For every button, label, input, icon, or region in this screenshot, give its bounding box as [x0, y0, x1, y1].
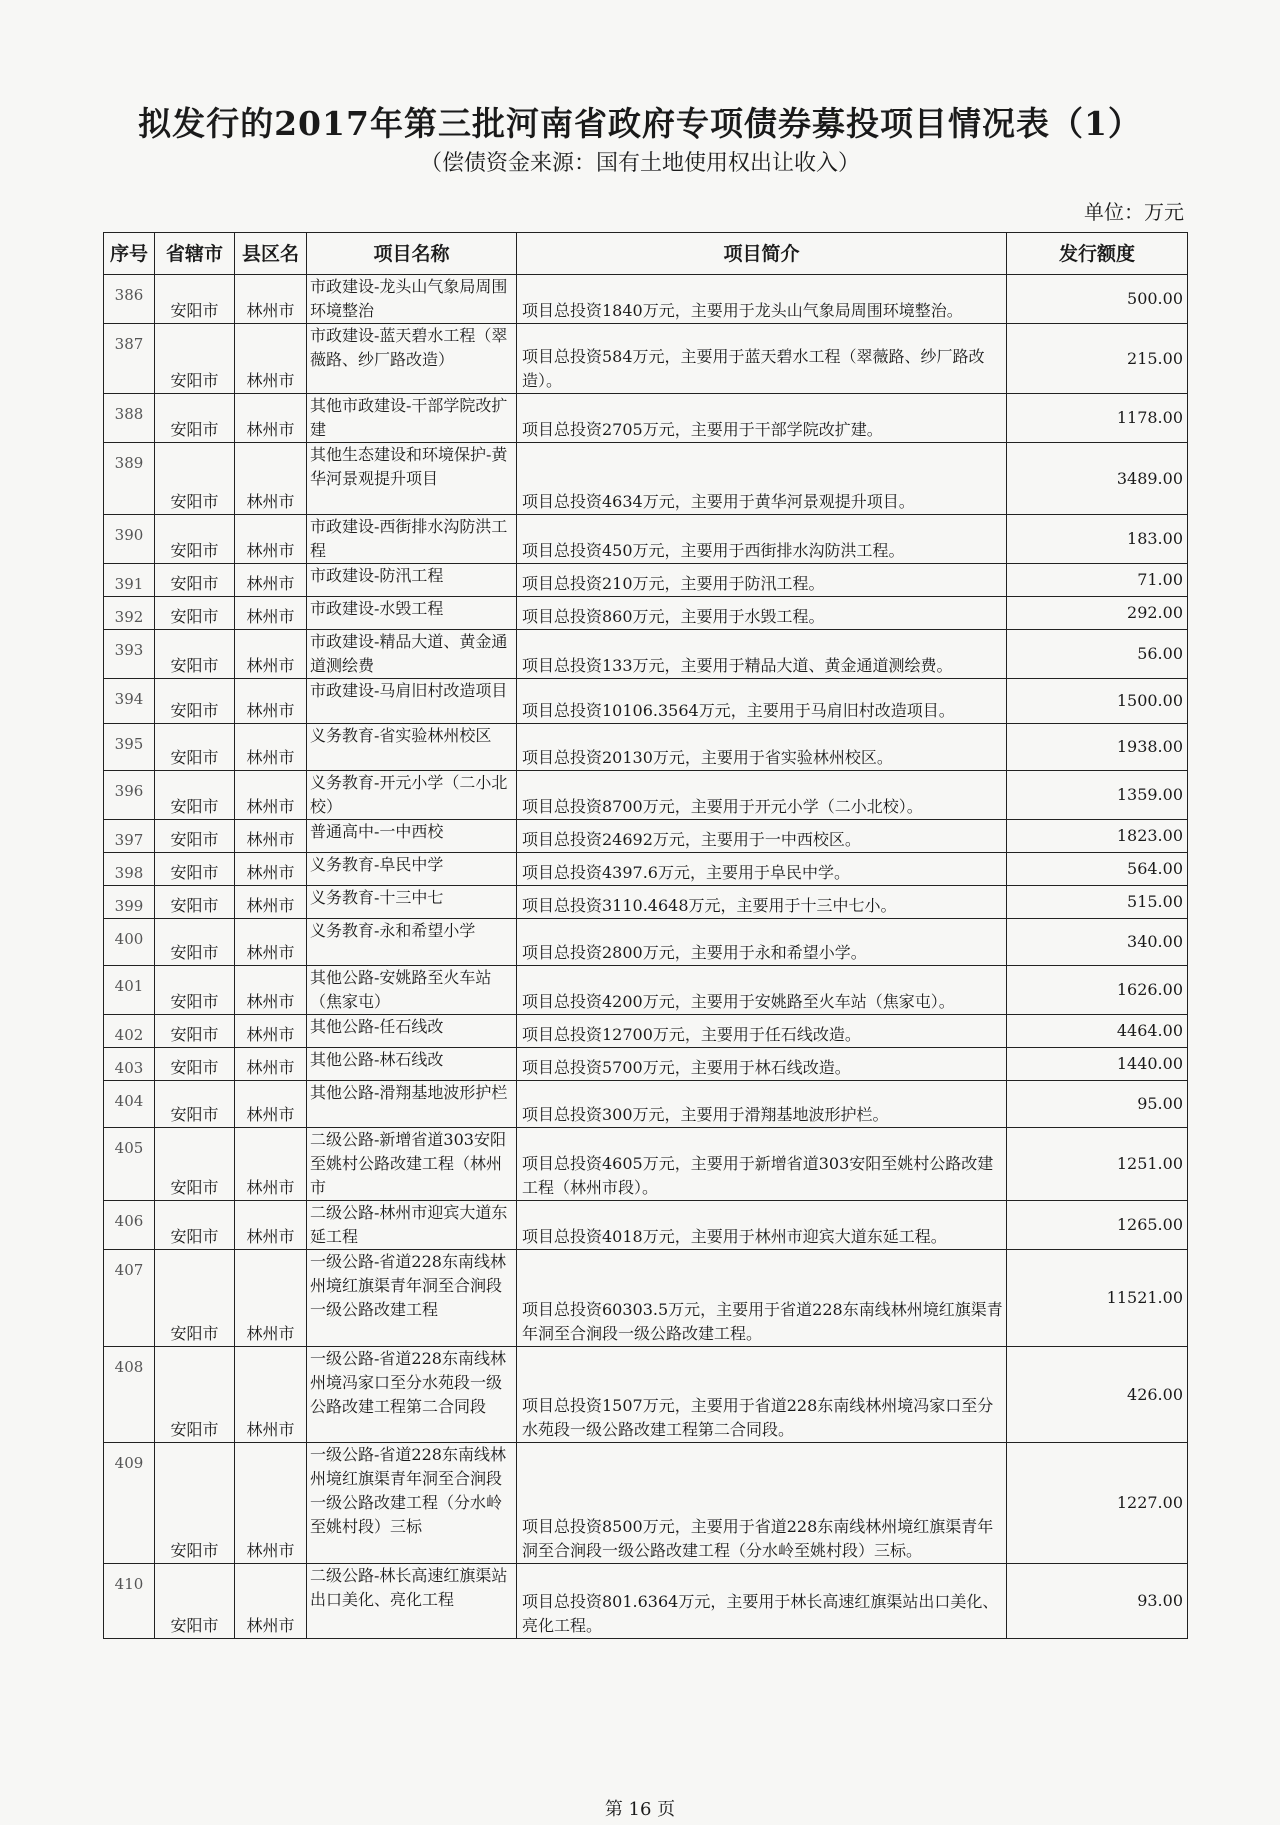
row-project-name: 义务教育-阜民中学 [307, 853, 517, 886]
row-city: 安阳市 [155, 1128, 235, 1201]
row-project-desc: 项目总投资210万元，主要用于防汛工程。 [517, 564, 1007, 597]
row-seq: 392 [104, 597, 155, 630]
table-row [104, 679, 1188, 724]
row-amount: 183.00 [1007, 515, 1188, 564]
row-amount: 95.00 [1007, 1081, 1188, 1128]
row-seq: 387 [104, 324, 155, 394]
row-amount: 515.00 [1007, 886, 1188, 919]
row-amount: 1178.00 [1007, 394, 1188, 443]
table-row [104, 564, 1188, 597]
row-project-name: 二级公路-林州市迎宾大道东延工程 [307, 1201, 517, 1250]
document-subtitle: （偿债资金来源：国有土地使用权出让收入） [419, 151, 860, 176]
row-seq: 389 [104, 443, 155, 515]
row-project-name: 市政建设-防汛工程 [307, 564, 517, 597]
row-project-name: 普通高中-一中西校 [307, 820, 517, 853]
row-seq: 388 [104, 394, 155, 443]
row-project-name: 义务教育-永和希望小学 [307, 919, 517, 966]
row-county: 林州市 [235, 1048, 307, 1081]
row-amount: 1626.00 [1007, 966, 1188, 1015]
row-project-name: 义务教育-省实验林州校区 [307, 724, 517, 771]
row-county: 林州市 [235, 564, 307, 597]
row-project-desc: 项目总投资4634万元，主要用于黄华河景观提升项目。 [517, 443, 1007, 515]
row-seq: 391 [104, 564, 155, 597]
row-city: 安阳市 [155, 1443, 235, 1564]
row-county: 林州市 [235, 515, 307, 564]
table-row [104, 1564, 1188, 1639]
table-row [104, 1443, 1188, 1564]
row-county: 林州市 [235, 1347, 307, 1443]
row-project-desc: 项目总投资24692万元，主要用于一中西校区。 [517, 820, 1007, 853]
row-seq: 390 [104, 515, 155, 564]
row-project-desc: 项目总投资2800万元，主要用于永和希望小学。 [517, 919, 1007, 966]
row-project-name: 其他公路-安姚路至火车站（焦家屯） [307, 966, 517, 1015]
row-county: 林州市 [235, 1443, 307, 1564]
row-county: 林州市 [235, 771, 307, 820]
table-row [104, 1081, 1188, 1128]
row-project-desc: 项目总投资584万元，主要用于蓝天碧水工程（翠薇路、纱厂路改造）。 [517, 324, 1007, 394]
row-project-name: 市政建设-水毁工程 [307, 597, 517, 630]
row-city: 安阳市 [155, 443, 235, 515]
row-project-desc: 项目总投资4605万元，主要用于新增省道303安阳至姚村公路改建工程（林州市段）。 [517, 1128, 1007, 1201]
row-amount: 215.00 [1007, 324, 1188, 394]
row-project-name: 二级公路-林长高速红旗渠站出口美化、亮化工程 [307, 1564, 517, 1639]
row-project-name: 市政建设-西街排水沟防洪工程 [307, 515, 517, 564]
row-amount: 340.00 [1007, 919, 1188, 966]
row-city: 安阳市 [155, 1201, 235, 1250]
row-project-desc: 项目总投资8700万元，主要用于开元小学（二小北校）。 [517, 771, 1007, 820]
table-row [104, 515, 1188, 564]
row-county: 林州市 [235, 1081, 307, 1128]
row-seq: 410 [104, 1564, 155, 1639]
row-project-desc: 项目总投资4018万元，主要用于林州市迎宾大道东延工程。 [517, 1201, 1007, 1250]
document-title: 拟发行的2017年第三批河南省政府专项债券募投项目情况表（1） [138, 104, 1142, 143]
table-row [104, 324, 1188, 394]
row-project-name: 其他公路-滑翔基地波形护栏 [307, 1081, 517, 1128]
row-seq: 406 [104, 1201, 155, 1250]
table-row [104, 724, 1188, 771]
row-county: 林州市 [235, 275, 307, 324]
row-project-desc: 项目总投资12700万元，主要用于任石线改造。 [517, 1015, 1007, 1048]
row-county: 林州市 [235, 597, 307, 630]
row-amount: 564.00 [1007, 853, 1188, 886]
row-city: 安阳市 [155, 630, 235, 679]
row-project-name: 市政建设-马肩旧村改造项目 [307, 679, 517, 724]
row-project-desc: 项目总投资20130万元，主要用于省实验林州校区。 [517, 724, 1007, 771]
row-city: 安阳市 [155, 771, 235, 820]
row-city: 安阳市 [155, 820, 235, 853]
row-project-desc: 项目总投资2705万元，主要用于干部学院改扩建。 [517, 394, 1007, 443]
row-amount: 292.00 [1007, 597, 1188, 630]
row-project-desc: 项目总投资300万元，主要用于滑翔基地波形护栏。 [517, 1081, 1007, 1128]
row-city: 安阳市 [155, 275, 235, 324]
row-project-name: 市政建设-精品大道、黄金通道测绘费 [307, 630, 517, 679]
row-city: 安阳市 [155, 919, 235, 966]
header-project-desc: 项目简介 [517, 233, 1007, 275]
row-city: 安阳市 [155, 1081, 235, 1128]
row-amount: 1500.00 [1007, 679, 1188, 724]
row-project-desc: 项目总投资10106.3564万元，主要用于马肩旧村改造项目。 [517, 679, 1007, 724]
row-county: 林州市 [235, 1015, 307, 1048]
table-row [104, 597, 1188, 630]
row-project-desc: 项目总投资801.6364万元，主要用于林长高速红旗渠站出口美化、亮化工程。 [517, 1564, 1007, 1639]
row-seq: 407 [104, 1250, 155, 1347]
table-row [104, 394, 1188, 443]
row-amount: 93.00 [1007, 1564, 1188, 1639]
row-county: 林州市 [235, 443, 307, 515]
table-row [104, 1250, 1188, 1347]
row-city: 安阳市 [155, 1250, 235, 1347]
row-city: 安阳市 [155, 724, 235, 771]
row-county: 林州市 [235, 1201, 307, 1250]
row-project-desc: 项目总投资5700万元，主要用于林石线改造。 [517, 1048, 1007, 1081]
table-row [104, 886, 1188, 919]
table-header-row [104, 233, 1188, 275]
row-seq: 400 [104, 919, 155, 966]
row-amount: 1938.00 [1007, 724, 1188, 771]
table-row [104, 1128, 1188, 1201]
row-project-name: 市政建设-蓝天碧水工程（翠薇路、纱厂路改造） [307, 324, 517, 394]
row-project-name: 其他市政建设-干部学院改扩建 [307, 394, 517, 443]
row-city: 安阳市 [155, 679, 235, 724]
row-city: 安阳市 [155, 1564, 235, 1639]
row-amount: 1265.00 [1007, 1201, 1188, 1250]
row-city: 安阳市 [155, 515, 235, 564]
header-project-name: 项目名称 [307, 233, 517, 275]
table-row [104, 443, 1188, 515]
table-row [104, 820, 1188, 853]
row-amount: 426.00 [1007, 1347, 1188, 1443]
row-amount: 56.00 [1007, 630, 1188, 679]
header-seq: 序号 [104, 233, 155, 275]
row-project-name: 其他公路-任石线改 [307, 1015, 517, 1048]
header-county: 县区名 [235, 233, 307, 275]
row-seq: 397 [104, 820, 155, 853]
row-project-desc: 项目总投资1840万元，主要用于龙头山气象局周围环境整治。 [517, 275, 1007, 324]
row-project-desc: 项目总投资60303.5万元，主要用于省道228东南线林州境红旗渠青年洞至合涧段一级公路改建工程。 [517, 1250, 1007, 1347]
table-row [104, 1048, 1188, 1081]
row-seq: 402 [104, 1015, 155, 1048]
project-table [103, 232, 1188, 1639]
row-project-desc: 项目总投资4397.6万元，主要用于阜民中学。 [517, 853, 1007, 886]
row-project-name: 义务教育-十三中七 [307, 886, 517, 919]
row-project-name: 一级公路-省道228东南线林州境红旗渠青年洞至合涧段一级公路改建工程（分水岭至姚村段）三标 [307, 1443, 517, 1564]
row-project-desc: 项目总投资4200万元，主要用于安姚路至火车站（焦家屯）。 [517, 966, 1007, 1015]
row-seq: 396 [104, 771, 155, 820]
row-county: 林州市 [235, 820, 307, 853]
row-county: 林州市 [235, 886, 307, 919]
table-row [104, 966, 1188, 1015]
row-seq: 398 [104, 853, 155, 886]
row-county: 林州市 [235, 394, 307, 443]
row-project-name: 一级公路-省道228东南线林州境冯家口至分水苑段一级公路改建工程第二合同段 [307, 1347, 517, 1443]
table-row [104, 853, 1188, 886]
row-seq: 405 [104, 1128, 155, 1201]
row-county: 林州市 [235, 679, 307, 724]
row-county: 林州市 [235, 1250, 307, 1347]
row-county: 林州市 [235, 853, 307, 886]
row-city: 安阳市 [155, 886, 235, 919]
row-city: 安阳市 [155, 966, 235, 1015]
row-city: 安阳市 [155, 564, 235, 597]
row-amount: 3489.00 [1007, 443, 1188, 515]
row-seq: 408 [104, 1347, 155, 1443]
table-row [104, 1201, 1188, 1250]
row-seq: 403 [104, 1048, 155, 1081]
row-seq: 394 [104, 679, 155, 724]
page-number: 第 16 页 [604, 1799, 676, 1820]
unit-label: 单位：万元 [1084, 200, 1184, 224]
row-amount: 11521.00 [1007, 1250, 1188, 1347]
row-city: 安阳市 [155, 394, 235, 443]
table-row [104, 1015, 1188, 1048]
row-project-desc: 项目总投资133万元，主要用于精品大道、黄金通道测绘费。 [517, 630, 1007, 679]
row-project-name: 义务教育-开元小学（二小北校） [307, 771, 517, 820]
row-seq: 395 [104, 724, 155, 771]
row-amount: 4464.00 [1007, 1015, 1188, 1048]
row-project-desc: 项目总投资8500万元，主要用于省道228东南线林州境红旗渠青年洞至合涧段一级公路改建工程（分水岭至姚村段）三标。 [517, 1443, 1007, 1564]
row-county: 林州市 [235, 1564, 307, 1639]
table-row [104, 919, 1188, 966]
row-seq: 393 [104, 630, 155, 679]
row-project-name: 二级公路-新增省道303安阳至姚村公路改建工程（林州市 [307, 1128, 517, 1201]
row-county: 林州市 [235, 630, 307, 679]
row-county: 林州市 [235, 919, 307, 966]
row-amount: 500.00 [1007, 275, 1188, 324]
row-amount: 1227.00 [1007, 1443, 1188, 1564]
row-project-desc: 项目总投资1507万元，主要用于省道228东南线林州境冯家口至分水苑段一级公路改建工程第二合同段。 [517, 1347, 1007, 1443]
table-row [104, 771, 1188, 820]
row-city: 安阳市 [155, 853, 235, 886]
row-county: 林州市 [235, 966, 307, 1015]
table-row [104, 1347, 1188, 1443]
row-seq: 401 [104, 966, 155, 1015]
row-seq: 409 [104, 1443, 155, 1564]
row-seq: 404 [104, 1081, 155, 1128]
row-county: 林州市 [235, 1128, 307, 1201]
row-project-desc: 项目总投资3110.4648万元，主要用于十三中七小。 [517, 886, 1007, 919]
row-city: 安阳市 [155, 1015, 235, 1048]
row-county: 林州市 [235, 724, 307, 771]
row-county: 林州市 [235, 324, 307, 394]
row-amount: 1823.00 [1007, 820, 1188, 853]
row-project-name: 其他公路-林石线改 [307, 1048, 517, 1081]
header-city: 省辖市 [155, 233, 235, 275]
row-city: 安阳市 [155, 1048, 235, 1081]
row-city: 安阳市 [155, 1347, 235, 1443]
row-project-name: 市政建设-龙头山气象局周围环境整治 [307, 275, 517, 324]
table-row [104, 630, 1188, 679]
row-city: 安阳市 [155, 324, 235, 394]
table-row [104, 275, 1188, 324]
row-seq: 386 [104, 275, 155, 324]
row-project-name: 一级公路-省道228东南线林州境红旗渠青年洞至合涧段一级公路改建工程 [307, 1250, 517, 1347]
row-city: 安阳市 [155, 597, 235, 630]
header-amount: 发行额度 [1007, 233, 1188, 275]
row-project-desc: 项目总投资860万元，主要用于水毁工程。 [517, 597, 1007, 630]
row-amount: 1359.00 [1007, 771, 1188, 820]
row-amount: 71.00 [1007, 564, 1188, 597]
row-project-name: 其他生态建设和环境保护-黄华河景观提升项目 [307, 443, 517, 515]
row-amount: 1251.00 [1007, 1128, 1188, 1201]
row-amount: 1440.00 [1007, 1048, 1188, 1081]
row-seq: 399 [104, 886, 155, 919]
row-project-desc: 项目总投资450万元，主要用于西街排水沟防洪工程。 [517, 515, 1007, 564]
